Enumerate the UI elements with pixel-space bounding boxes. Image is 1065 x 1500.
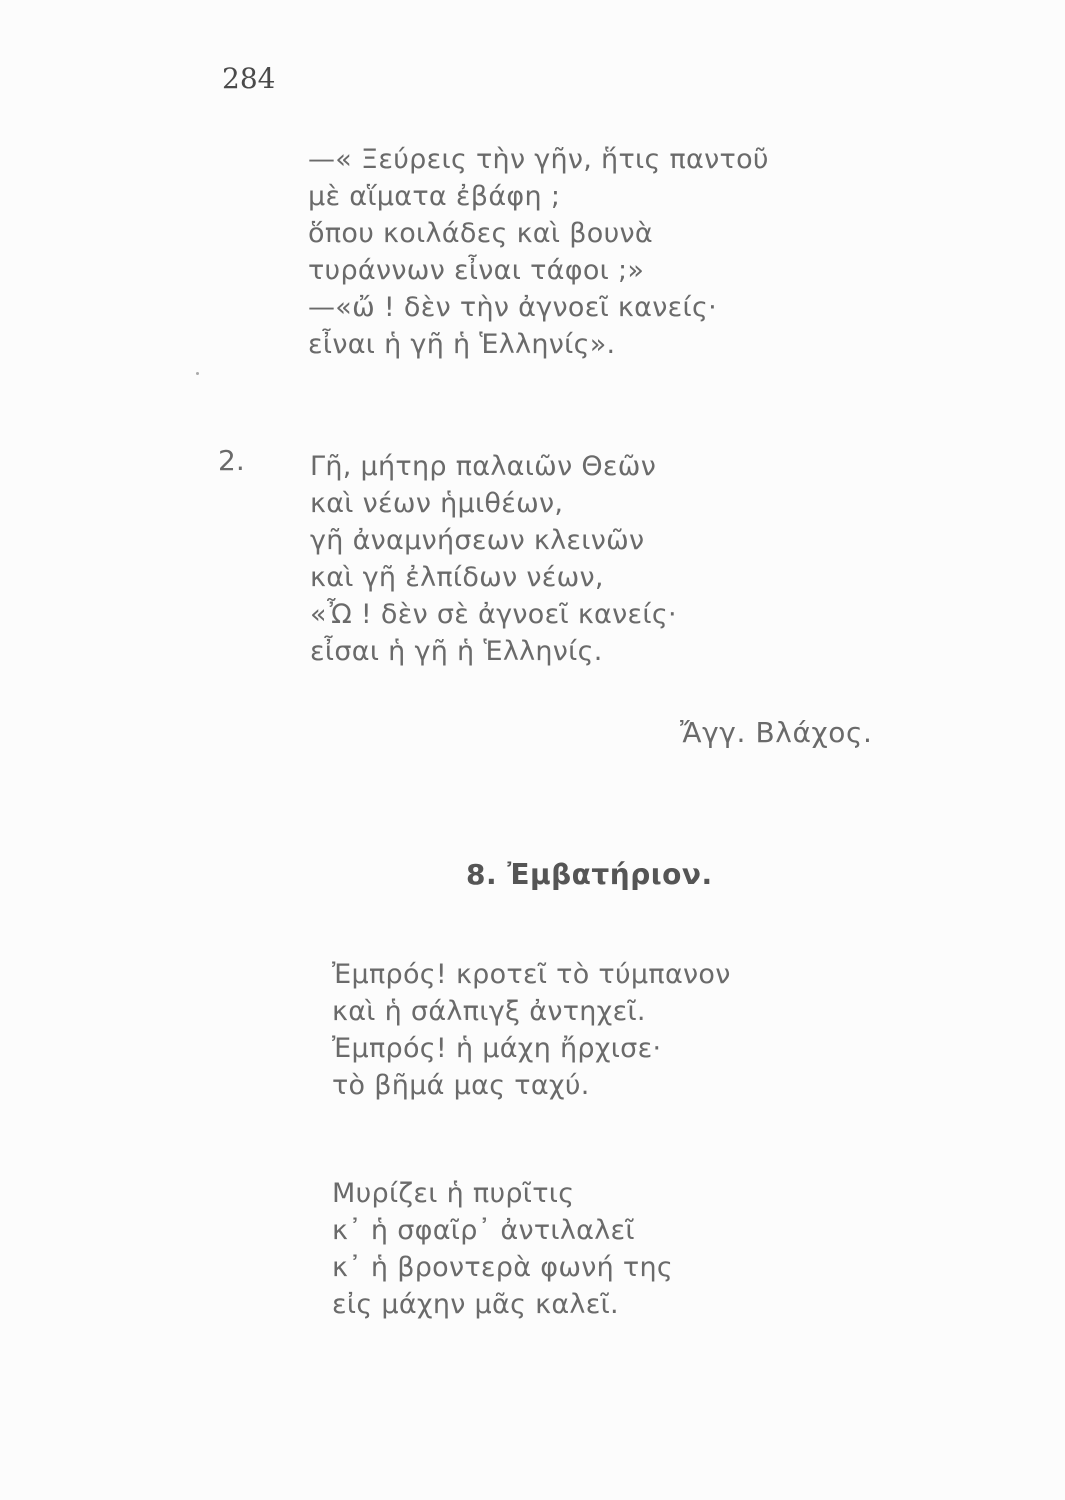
verse-line: —« Ξεύρεις τὴν γῆν, ἥτις παντοῦ [308, 144, 769, 175]
section-title: 8. Ἐμβατήριον. [466, 858, 713, 891]
stanza-number: 2. [218, 444, 245, 477]
stanza-3 [332, 956, 731, 1104]
verse-line: Γῆ, μήτηρ παλαιῶν Θεῶν [310, 451, 657, 482]
stanza-1 [308, 141, 769, 363]
verse-line: μὲ αἵματα ἐβάφη ; [308, 181, 561, 212]
verse-line: καὶ νέων ἡμιθέων, [310, 488, 564, 519]
verse-line: «Ὦ ! δὲν σὲ ἀγνοεῖ κανείς· [310, 599, 677, 630]
stanza-4 [332, 1175, 673, 1323]
verse-line: —«ὤ ! δὲν τὴν ἀγνοεῖ κανείς· [308, 292, 717, 323]
margin-dot [196, 372, 199, 375]
verse-line: Ἐμπρός! ἡ μάχη ἤρχισε· [332, 1033, 662, 1064]
verse-line: ὅπου κοιλάδες καὶ βουνὰ [308, 218, 653, 249]
verse-line: εἰς μάχην μᾶς καλεῖ. [332, 1289, 619, 1320]
verse-line: τυράννων εἶναι τάφοι ;» [308, 255, 645, 286]
verse-line: Μυρίζει ἡ πυρῖτις [332, 1178, 575, 1209]
verse-line: εἶσαι ἡ γῆ ἡ Ἑλληνίς. [310, 636, 603, 667]
verse-line: κ᾽ ἡ βροντερὰ φωνή της [332, 1252, 674, 1283]
verse-line: γῆ ἀναμνήσεων κλεινῶν [310, 525, 645, 556]
author-attribution: Ἄγγ. Βλάχος. [680, 716, 873, 749]
stanza-2 [310, 448, 677, 670]
verse-line: καὶ γῆ ἐλπίδων νέων, [310, 562, 604, 593]
verse-line: κ᾽ ἡ σφαῖρ᾽ ἀντιλαλεῖ [332, 1215, 635, 1246]
verse-line: καὶ ἡ σάλπιγξ ἀντηχεῖ. [332, 996, 646, 1027]
page-number: 284 [222, 62, 276, 95]
verse-line: Ἐμπρός! κροτεῖ τὸ τύμπανον [332, 959, 731, 990]
verse-line: εἶναι ἡ γῆ ἡ Ἑλληνίς». [308, 329, 616, 360]
verse-line: τὸ βῆμά μας ταχύ. [332, 1070, 590, 1101]
